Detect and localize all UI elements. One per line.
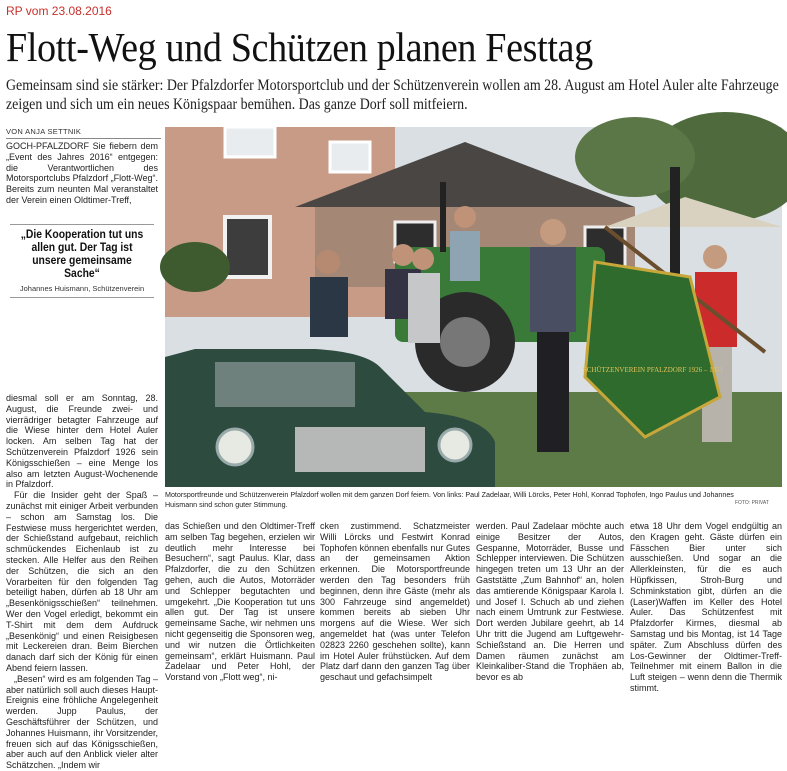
article-column-3 xyxy=(320,521,470,687)
article-paragraph: werden. Paul Zadelaar möchte auch einige Besitzer der Autos, Gespanne, Motorräder, Busse und Schlepper interviewen. Die Schützen hingegen treten um 13 Uhr an der Gaststätte „Zum Bahnhof“ an, holen das amtierende Königspaar Karola I. und Josef I. Schuch ab und ziehen nach einem Umtrunk zur Festwiese. Dort werden Jubilare geehrt, ab 14 Uhr tritt die Jugend am Luftgewehr-Schießstand an. Die Herren und Damen räumen zunächst am Kleinkaliber-Stand die Trophäen ab, bevor es ab xyxy=(476,521,624,683)
article-column-2 xyxy=(165,521,315,687)
photo-window xyxy=(330,142,370,172)
byline: VON ANJA SETTNIK xyxy=(6,127,161,139)
pull-quote-author: Johannes Huismann, Schützenverein xyxy=(19,284,145,293)
photo-person xyxy=(454,206,476,228)
article-column-1-bottom xyxy=(6,393,158,771)
photo-credit: FOTO: PRIVAT xyxy=(735,500,769,506)
headline: Flott-Weg und Schützen planen Festtag xyxy=(6,24,593,70)
pull-quote-text: „Die Kooperation tut uns allen gut. Der Tag ist unsere gemeinsame Sache“ xyxy=(20,229,144,280)
article-paragraph: GOCH-PFALZDORF Sie fiebern dem „Event des Jahres 2016“ entgegen: die Verantwortlichen des Motorsportclubs Pfalzdorf „Flott-Weg“. Bereits zum neunten Mal veranstaltet der Verein einen Oldtimer-Treff, xyxy=(6,141,158,205)
photo-person xyxy=(412,248,434,270)
photo-window xyxy=(225,127,275,157)
photo-illustration xyxy=(165,127,782,487)
photo-person xyxy=(540,219,566,245)
photo-hedge xyxy=(160,242,230,292)
article-paragraph: diesmal soll er am Sonntag, 28. August, die Freunde zwei- und vierrädriger betagter Fahrzeuge auf die Wiese hinter dem Hotel Auler locken. Am selben Tag hat der Schützenverein Pfalzdorf 1926 sein Königsschießen – eine Menge los also am letzten August-Wochenende in Pfalzdorf. xyxy=(6,393,158,490)
article-column-4 xyxy=(476,521,624,687)
article-column-5 xyxy=(630,521,782,693)
article-photo xyxy=(165,127,782,487)
photo-car-grille xyxy=(295,427,425,472)
photo-car-headlight xyxy=(217,429,253,465)
pull-quote xyxy=(6,224,158,298)
article-paragraph: etwa 18 Uhr dem Vogel endgültig an den Kragen geht. Gäste dürfen ein Fässchen Bier unter sich ausschießen. Und sogar an die Allerkleinsten, für die es auch Hüpfkissen, Stroh-Burg und Schminkstation gibt, dürfen an die (Laser)Waffen im Keller des Hotel Auler. Das Schützenfest mit Pfalzdorfer Kirmes, diesmal ab Samstag und bis Montag, ist 14 Tage später. Zum Abschluss dürfen des Los-Gewinner der Oldtimer-Treff-Teilnehmer mit einem Ballon in die Luft steigen – wenn denn die Thermik stimmt. xyxy=(630,521,782,693)
photo-person xyxy=(316,250,340,274)
divider xyxy=(10,297,154,298)
photo-person xyxy=(703,245,727,269)
photo-person xyxy=(392,244,414,266)
photo-window xyxy=(225,217,270,277)
article-paragraph: cken zustimmend. Schatzmeister Willi Lörcks und Festwirt Konrad Tophofen können ebenfalls nur Gutes an der gemeinsamen Aktion erkennen. Die Motorsportfreunde werden den Tag besonders früh beginnen, denn ihre Gäste (mehr als 300 Fahrzeuge sind angemeldet) kommen bereits ab sieben Uhr morgens auf die Wiese. Wer sich angemeldet hat (was unter Telefon 02823 2260 geschehen sollte), kann im Hotel Auler frühstücken. Auf dem Platz darf dann den ganzen Tag über geschaut und gefachsimpelt xyxy=(320,521,470,683)
dateline: RP vom 23.08.2016 xyxy=(6,4,112,18)
photo-person xyxy=(537,332,569,452)
photo-pipe xyxy=(670,167,680,277)
article-paragraph: das Schießen und den Oldtimer-Treff am selben Tag begehen, erzielen wir deutlich mehr Interesse bei Besuchern“, sagt Paulus. Klar, dass Pfalzdorfer, die zu den Schützen gehen, auch die Autos, Motorräder und Schlepper begutachten und umgekehrt. „Die Kooperation tut uns allen gut. Der Tag ist unsere gemeinsame Sache, wir nehmen uns nicht gegenseitig die Sponsoren weg, und wir nutzen die Örtlichkeiten gemeinsam“, erklärt Huismann. Paul Zadelaar und Peter Hohl, der Vorstand von „Flott weg“, ni- xyxy=(165,521,315,683)
photo-car-headlight xyxy=(439,429,471,461)
photo-banner-text: SCHÜTZENVEREIN PFALZDORF 1926 – 1951 xyxy=(582,366,724,374)
photo-person xyxy=(408,273,440,343)
photo-person xyxy=(310,277,348,337)
photo-person xyxy=(530,247,576,332)
photo-tractor-exhaust xyxy=(440,182,446,252)
divider xyxy=(10,224,154,225)
lead-paragraph: Gemeinsam sind sie stärker: Der Pfalzdorfer Motorsportclub und der Schützenverein wollen am 28. August am Hotel Auler alte Fahrzeuge zeigen und sich um ein neues Königspaar bemühen. Das ganze Dorf soll mitfeiern. xyxy=(6,76,779,113)
photo-caption: Motorsportfreunde und Schützenverein Pfalzdorf wollen mit dem ganzen Dorf feiern. Von links: Paul Zadelaar, Willi Lörcks, Peter Hohl, Konrad Tophofen, Ingo Paulus und Johannes Huismann sind schon guter Stimmung. xyxy=(165,490,734,509)
article-paragraph: Für die Insider geht der Spaß – zunächst mit einiger Arbeit verbunden – schon am Samstag los. Die Festwiese muss hergerichtet werden, der Schießstand aufgebaut, reichlich schmückendes Eichenlaub ist zu stecken. Alle Helfer aus den Reihen der Schützen, die sich an den Vorarbeiten für den folgenden Tag beteiligt haben, dürfen ab 18 Uhr am „Besenkönigsschießen“ teilnehmen. Wer den Vogel erledigt, bekommt ein T-Shirt mit dem dem Aufdruck „Besenkönig“ und einen Reisigbesen mit Leckereien dran. Beim Bierchen danach darf sich der König für einen Abend feiern lassen. xyxy=(6,490,158,673)
photo-car-windshield xyxy=(215,362,355,407)
photo-person xyxy=(450,231,480,281)
article-column-1-top xyxy=(6,141,158,206)
article-paragraph: „Besen“ wird es am folgenden Tag – aber natürlich soll auch dieses Haupt-Ereignis eine fröhliche Angelegenheit werden. Jupp Paulus, der Geschäftsführer der Schützen, und Johannes Huismann, ihr Vorsitzender, freuen sich auf das Königsschießen, aber auch auf den Anblick vieler alter Schätzchen. „Indem wir xyxy=(6,673,158,771)
photo-tractor-wheel xyxy=(440,317,490,367)
